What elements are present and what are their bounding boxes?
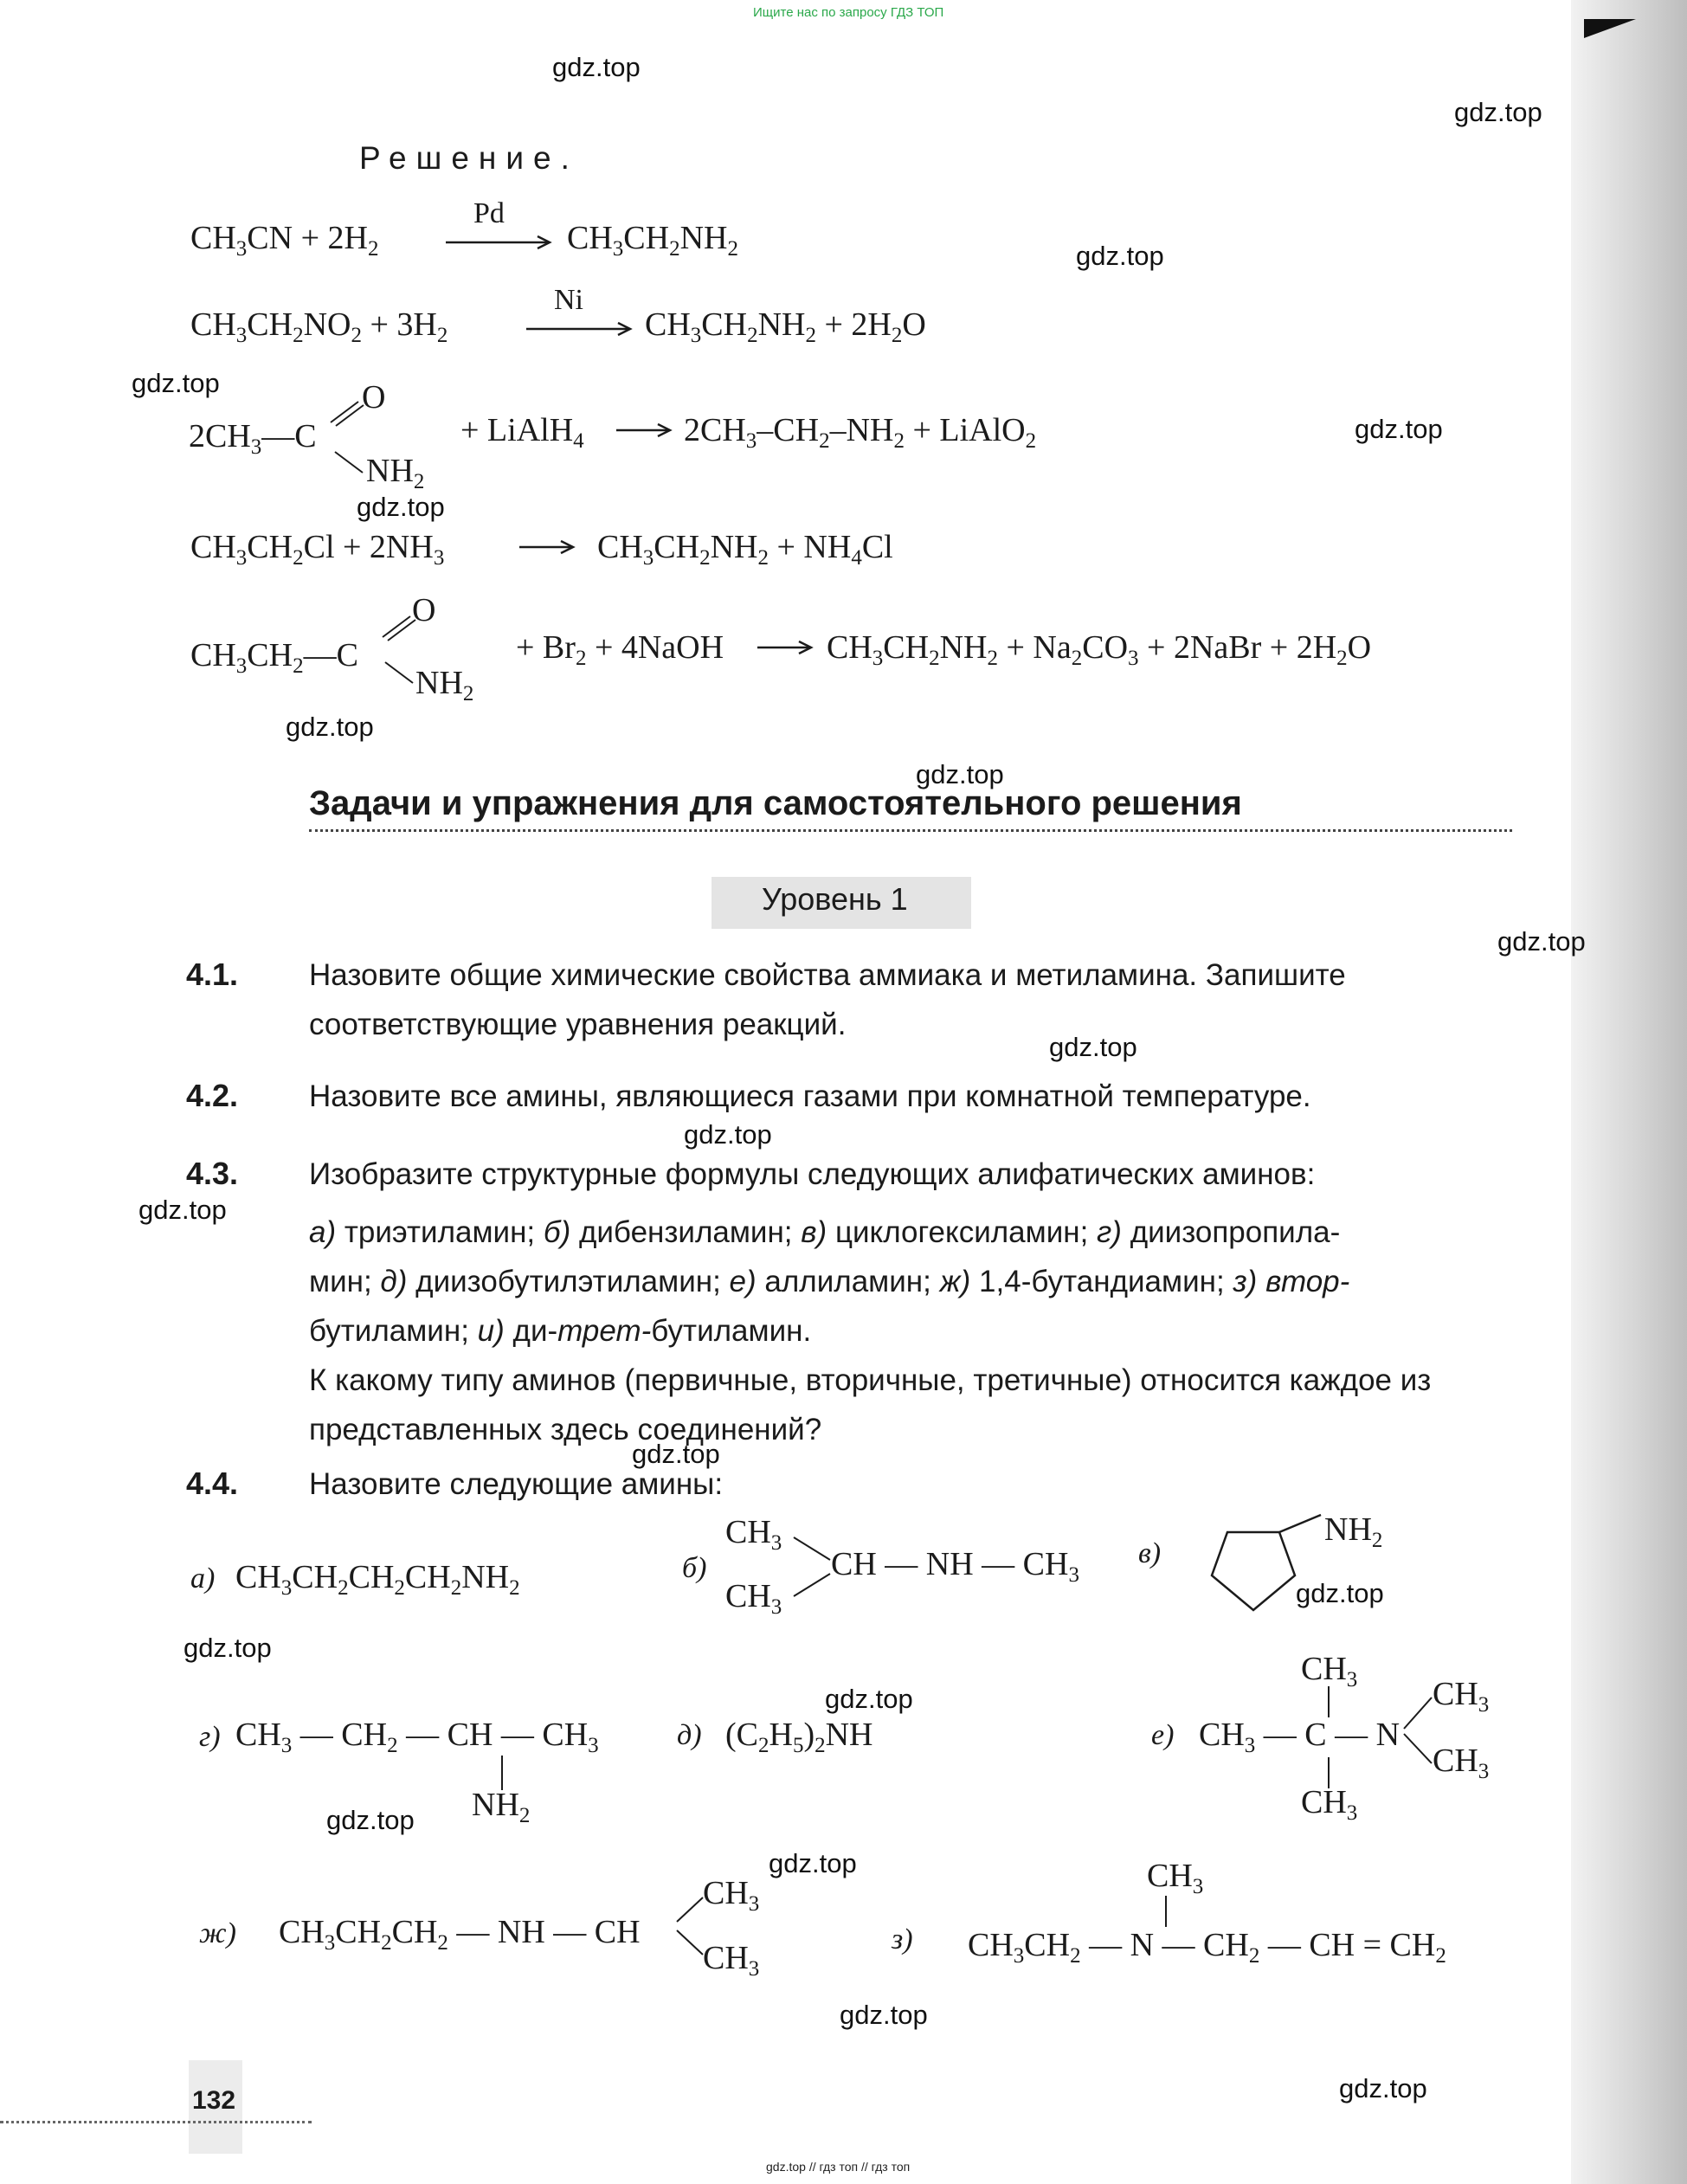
page-edge-shadow (1571, 0, 1687, 2184)
watermark: gdz.top (1339, 2073, 1427, 2103)
watermark: gdz.top (1497, 926, 1586, 957)
reaction-3-product: $2CH_3-CH_2-NH_2$ + LiAlO$_2$ (684, 412, 1037, 453)
formula-b-ch3-bottom: $CH_3$ (725, 1578, 782, 1619)
reaction-3-reactant: $2CH_3—C$ (189, 418, 317, 459)
formula-e-n-ch3-bottom: $CH_3$ (1433, 1743, 1490, 1783)
bond-lines (1402, 1692, 1437, 1770)
formula-z-top: $CH_3$ (1147, 1858, 1204, 1898)
amine-group: $NH_2$ (366, 453, 425, 493)
watermark: gdz.top (632, 1439, 720, 1469)
task-number: 4.1. (186, 957, 239, 992)
formula-label: б) (682, 1552, 707, 1584)
catalyst-pd: Pd (473, 197, 505, 229)
reaction-4-product: $CH_3CH_2NH_2 + NH_4Cl$ (597, 529, 893, 570)
watermark: gdz.top (184, 1633, 272, 1663)
formula-label: а) (190, 1562, 216, 1595)
watermark: gdz.top (1296, 1578, 1384, 1608)
watermark: gdz.top (684, 1119, 772, 1150)
task-text: Назовите следующие амины: (309, 1467, 724, 1501)
reaction-4: $CH_3CH_2Cl + 2NH_3$ (190, 529, 445, 570)
formula-z: $CH_3CH_2$ — N — $CH_2$ — CH = $CH_2$ (968, 1927, 1446, 1968)
task-4-3-line-3: бутиламин; и) ди-трет-бутиламин. (309, 1314, 812, 1348)
task-4-3-line-2: мин; д) диизобутилэтиламин; е) аллиламин; ж) 1,4-бутандиамин; з) втор- (309, 1265, 1350, 1298)
reaction-arrow (757, 639, 818, 656)
reaction-1-product: $CH_3CH_2NH_2$ (567, 220, 738, 261)
task-number: 4.4. (186, 1466, 239, 1501)
footer-note: gdz.top // гдз топ // гдз топ (766, 2160, 911, 2174)
double-bond (381, 615, 415, 641)
formula-label: з) (892, 1923, 913, 1955)
double-bond (329, 400, 364, 426)
task-text: Назовите все амины, являющиеся газами при комнатной температуре. (309, 1079, 1311, 1113)
reaction-5-product: $CH_3CH_2NH_2 + Na_2CO_3$ + 2NaBr + $2H_2O$ (827, 629, 1372, 670)
reaction-1: $CH_3CN + 2H_2$ (190, 220, 379, 261)
watermark: gdz.top (326, 1805, 415, 1835)
formula-b-ch3-top: $CH_3$ (725, 1514, 782, 1555)
level-title: Уровень 1 (762, 881, 908, 917)
oxygen-atom: O (412, 592, 436, 628)
page-number: 132 (192, 2086, 236, 2115)
task-number: 4.2. (186, 1078, 239, 1113)
formula-label: в) (1138, 1537, 1162, 1569)
reaction-2-product: $CH_3CH_2NH_2 + 2H_2O$ (645, 306, 926, 347)
watermark: gdz.top (138, 1195, 227, 1225)
watermark: gdz.top (1076, 241, 1164, 271)
header-note: Ищите нас по запросу ГДЗ ТОП (753, 5, 944, 20)
watermark: gdz.top (1454, 97, 1542, 127)
watermark: gdz.top (916, 759, 1004, 789)
reaction-5-reagent: + $Br_2$ + 4NaOH (516, 629, 724, 670)
formula-g-nh2: $NH_2$ (472, 1787, 531, 1827)
single-bond (333, 450, 368, 476)
formula-zh: $CH_3CH_2CH_2$ — NH — CH (279, 1914, 641, 1955)
watermark: gdz.top (286, 712, 374, 742)
reaction-arrow (519, 538, 580, 556)
formula-e-n-ch3-top: $CH_3$ (1433, 1676, 1490, 1717)
divider (309, 829, 1512, 832)
formula-e-main: $CH_3$ — C — N (1199, 1717, 1400, 1757)
watermark: gdz.top (357, 492, 445, 522)
amine-group: $NH_2$ (415, 665, 474, 705)
formula-v-nh2: $NH_2$ (1324, 1511, 1383, 1552)
watermark: gdz.top (825, 1684, 913, 1714)
task-number: 4.3. (186, 1156, 239, 1191)
formula-g: $CH_3$ — $CH_2$ — CH — $CH_3$ (235, 1717, 599, 1757)
watermark: gdz.top (1049, 1032, 1137, 1062)
bond-vertical (1162, 1896, 1170, 1930)
task-text: Изобразите структурные формулы следующих алифатических аминов: (309, 1157, 1316, 1191)
formula-label: ж) (199, 1917, 236, 1949)
formula-e-top: $CH_3$ (1301, 1651, 1358, 1691)
task-4-3-question: К какому типу аминов (первичные, вторичные, третичные) относится каждое из представленных здесь соединений? (309, 1363, 1432, 1446)
reaction-arrow (526, 320, 639, 338)
watermark: gdz.top (840, 2000, 928, 2030)
section-title: Задачи и упражнения для самостоятельного решения (309, 784, 1242, 822)
task-4-3-line-1: а) триэтиламин; б) дибензиламин; в) циклогексиламин; г) диизопропила- (309, 1215, 1341, 1249)
formula-label: д) (677, 1719, 702, 1751)
reaction-arrow (616, 422, 677, 439)
formula-e-bottom: $CH_3$ (1301, 1784, 1358, 1825)
oxygen-atom: O (362, 379, 386, 416)
solution-heading: Решение. (359, 140, 579, 176)
formula-zh-ch3-top: $CH_3$ (703, 1875, 760, 1916)
formula-label: е) (1151, 1719, 1175, 1751)
watermark: gdz.top (1355, 414, 1443, 444)
bond-lines (792, 1534, 835, 1603)
watermark: gdz.top (552, 52, 641, 82)
reaction-5-reactant: $CH_3CH_2—C$ (190, 637, 358, 678)
formula-label: г) (199, 1721, 221, 1753)
reaction-2: $CH_3CH_2NO_2 + 3H_2$ (190, 306, 448, 347)
reaction-arrow (446, 234, 558, 251)
formula-b-chain: CH — NH — $CH_3$ (831, 1546, 1079, 1587)
reaction-3-reagent: + LiAlH$_4$ (460, 412, 584, 453)
catalyst-ni: Ni (554, 284, 583, 316)
formula-a: $CH_3CH_2CH_2CH_2NH_2$ (235, 1559, 520, 1600)
page-dots (0, 2121, 312, 2123)
watermark: gdz.top (769, 1848, 857, 1878)
task-text: Назовите общие химические свойства аммиака и метиламина. Запишите соответствующие уравнения реакций. (309, 958, 1346, 1041)
formula-d: $(C_2H_5)_2NH$ (725, 1717, 873, 1757)
formula-zh-ch3-bottom: $CH_3$ (703, 1940, 760, 1981)
cyclopentane-ring (1193, 1524, 1331, 1619)
single-bond (383, 660, 418, 686)
corner-mark (1584, 19, 1636, 38)
watermark: gdz.top (132, 368, 220, 398)
